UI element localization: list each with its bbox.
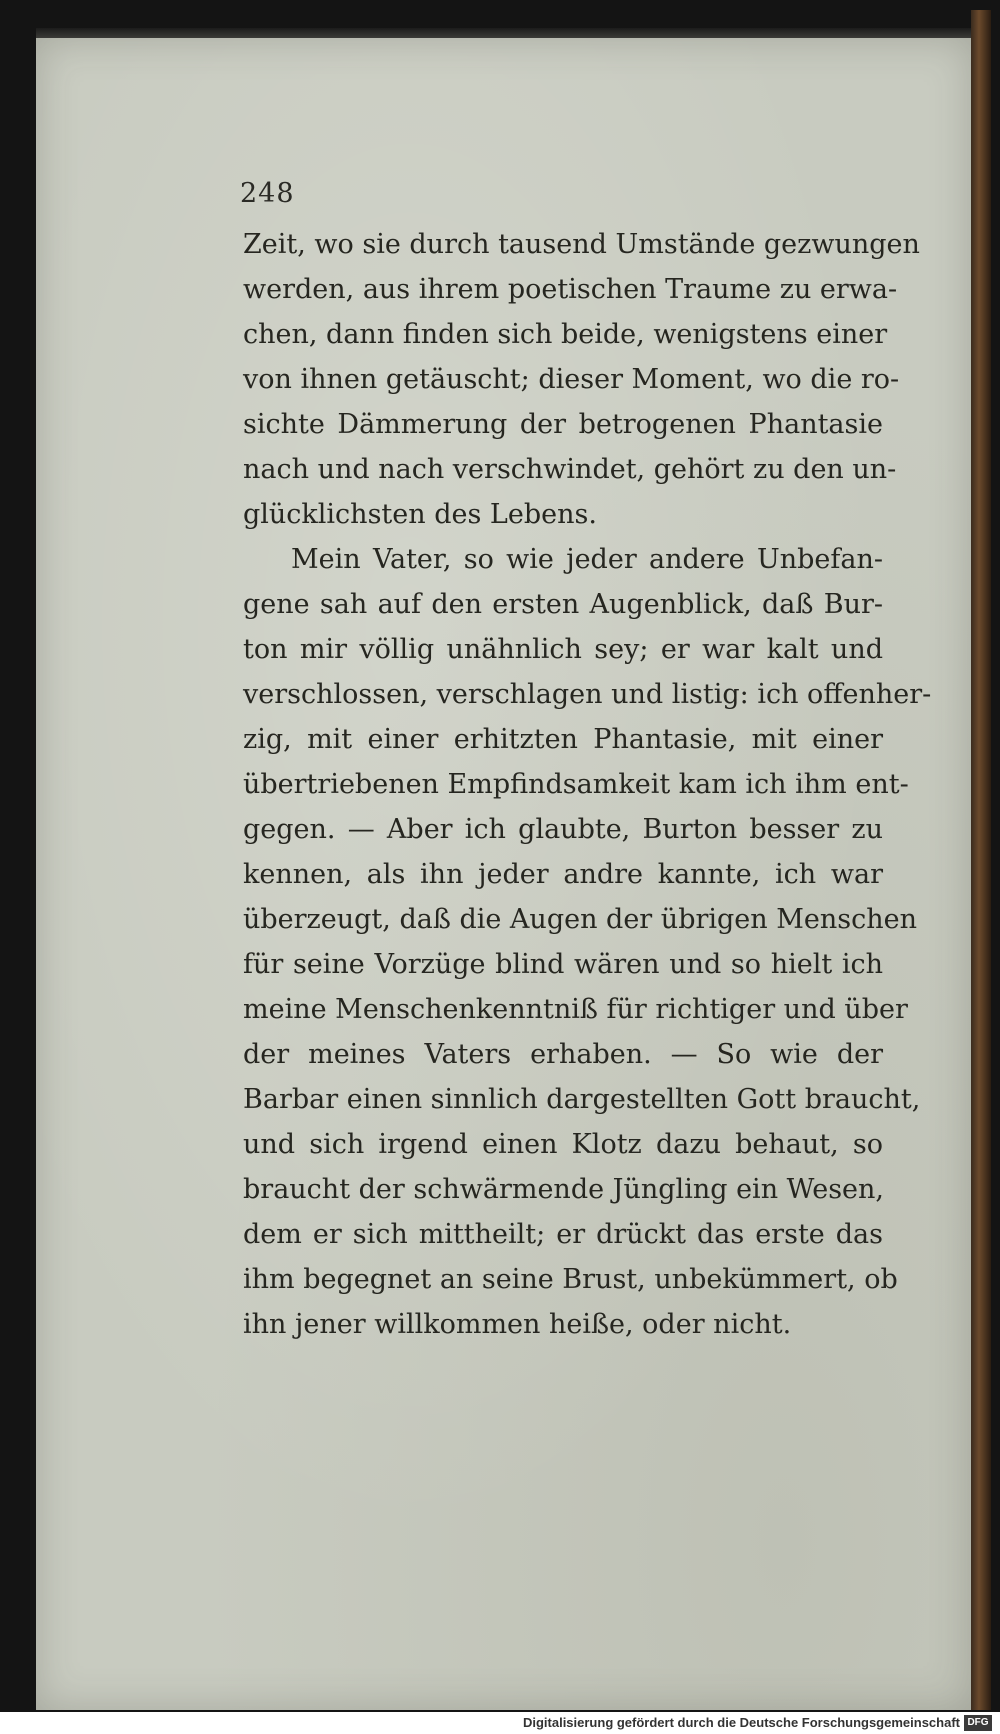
- footer-bar: [0, 1712, 1000, 1734]
- text-line: Barbar einen sinnlich dargestellten Gott braucht,: [243, 1084, 921, 1115]
- text-line: ihn jener willkommen heiße, oder nicht.: [243, 1309, 792, 1340]
- text-line: der meines Vaters erhaben. — So wie der: [243, 1039, 883, 1070]
- text-line: gene sah auf den ersten Augenblick, daß Bur-: [243, 589, 883, 620]
- text-line: sichte Dämmerung der betrogenen Phantasie: [243, 409, 883, 440]
- text-line: glücklichsten des Lebens.: [243, 499, 597, 530]
- text-line: Zeit, wo sie durch tausend Umstände gezwungen: [243, 229, 920, 260]
- text-line: für seine Vorzüge blind wären und so hielt ich: [243, 949, 883, 980]
- body-text: [243, 222, 932, 1347]
- text-line: nach und nach verschwindet, gehört zu den un-: [243, 454, 897, 485]
- text-line: meine Menschenkenntniß für richtiger und über: [243, 994, 908, 1025]
- text-line: dem er sich mittheilt; er drückt das erste das: [243, 1219, 883, 1250]
- book-top-edge: [36, 28, 971, 38]
- text-line: von ihnen getäuscht; dieser Moment, wo die ro-: [243, 364, 900, 395]
- text-line: ihm begegnet an seine Brust, unbekümmert, ob: [243, 1264, 898, 1295]
- funding-credit: Digitalisierung gefördert durch die Deutsche Forschungsgemeinschaft: [522, 1715, 960, 1730]
- dfg-logo-icon: DFG: [964, 1715, 992, 1731]
- text-line: chen, dann finden sich beide, wenigstens einer: [243, 319, 888, 350]
- text-line: und sich irgend einen Klotz dazu behaut, so: [243, 1129, 883, 1160]
- text-line: werden, aus ihrem poetischen Traume zu erwa-: [243, 274, 898, 305]
- page-number: 248: [240, 178, 295, 209]
- text-line: ton mir völlig unähnlich sey; er war kalt und: [243, 634, 883, 665]
- text-line: überzeugt, daß die Augen der übrigen Menschen: [243, 904, 917, 935]
- text-line: übertriebenen Empfindsamkeit kam ich ihm ent-: [243, 769, 909, 800]
- text-line: zig, mit einer erhitzten Phantasie, mit einer: [243, 724, 883, 755]
- text-line: verschlossen, verschlagen und listig: ich offenher-: [243, 679, 932, 710]
- text-line: kennen, als ihn jeder andre kannte, ich war: [243, 859, 883, 890]
- book-spine-edge: [971, 10, 991, 1710]
- text-line: gegen. — Aber ich glaubte, Burton besser zu: [243, 814, 883, 845]
- text-line: braucht der schwärmende Jüngling ein Wesen,: [243, 1174, 884, 1205]
- text-line: Mein Vater, so wie jeder andere Unbefan-: [291, 544, 883, 575]
